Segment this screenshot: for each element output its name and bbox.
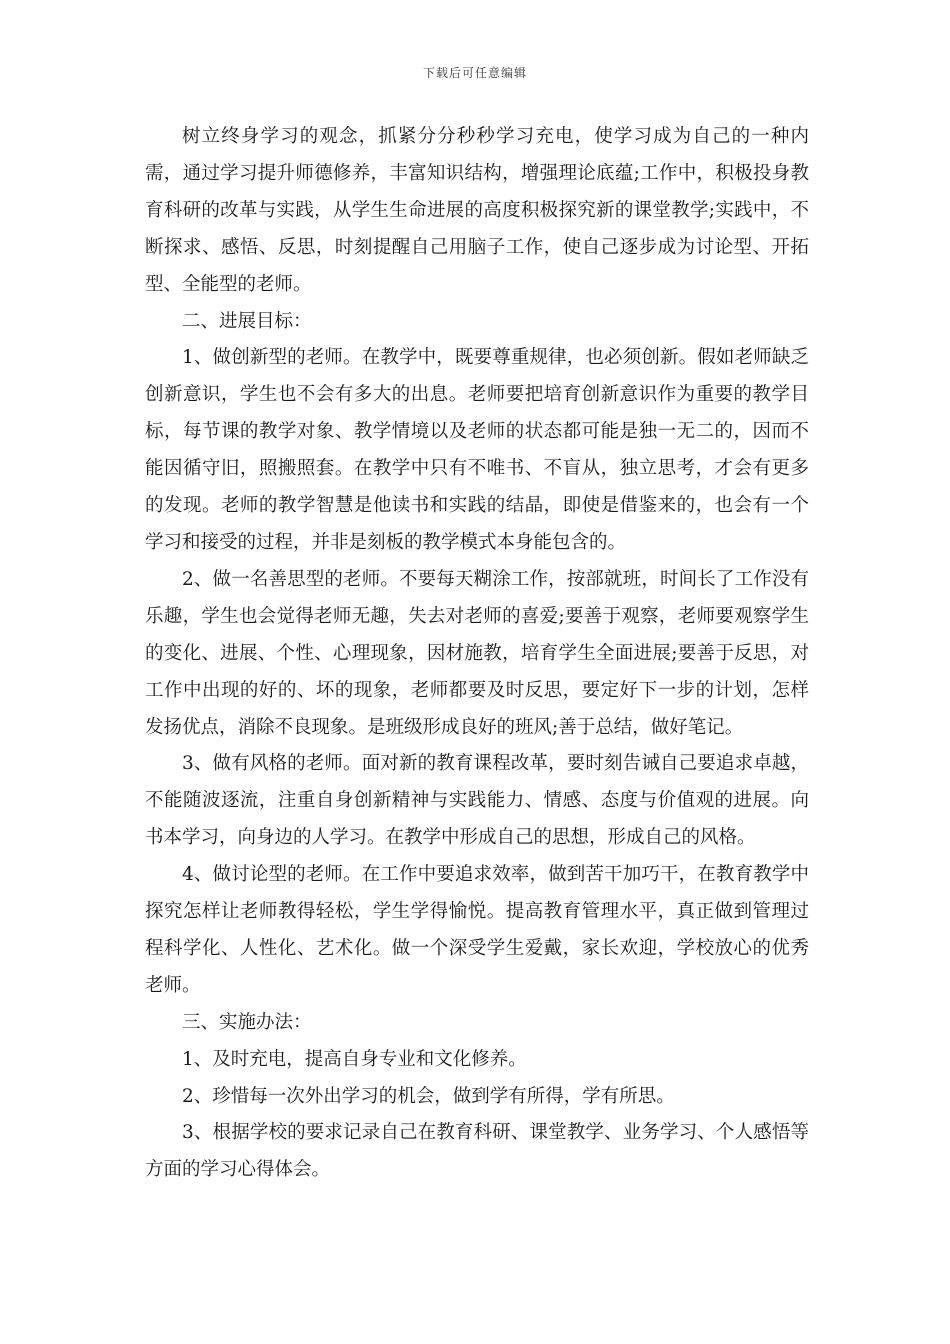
section-heading-goals: 二、进展目标：	[182, 310, 312, 332]
paragraph-goal-3: 3、做有风格的老师。面对新的教育课程改革，要时刻告诫自己要追求卓越，不能随波逐流，注重自身创新精神与实践能力、情感、态度与价值观的进展。向书本学习，向身边的人学习。在教学中形成自己的思想，形成自己的风格。	[145, 753, 809, 849]
paragraph-goal-2: 2、做一名善思型的老师。不要每天糊涂工作，按部就班，时间长了工作没有乐趣，学生也会觉得老师无趣，失去对老师的喜爱;要善于观察，老师要观察学生的变化、进展、个性、心理现象，因材施教，培育学生全面进展;要善于反思，对工作中出现的好的、坏的现象，老师都要及时反思，要定好下一步的计划，怎样发扬优点，消除不良现象。是班级形成良好的班风;善于总结，做好笔记。	[145, 568, 809, 738]
header-note: 下载后可任意编辑	[422, 66, 527, 80]
document-body	[145, 119, 809, 1189]
paragraph-goal-4: 4、做讨论型的老师。在工作中要追求效率，做到苦干加巧干，在教育教学中探究怎样让老师教得轻松，学生学得愉悦。提高教育管理水平，真正做到管理过程科学化、人性化、艺术化。做一个深受学生爱戴，家长欢迎，学校放心的优秀老师。	[145, 864, 809, 996]
paragraph-goal-1: 1、做创新型的老师。在教学中，既要尊重规律，也必须创新。假如老师缺乏创新意识，学生也不会有多大的出息。老师要把培育创新意识作为重要的教学目标，每节课的教学对象、教学情境以及老师的状态都可能是独一无二的，因而不能因循守旧，照搬照套。在教学中只有不唯书、不盲从，独立思考，才会有更多的发现。老师的教学智慧是他读书和实践的结晶，即使是借鉴来的，也会有一个学习和接受的过程，并非是刻板的教学模式本身能包含的。	[145, 347, 809, 553]
section-heading-methods: 三、实施办法：	[182, 1011, 312, 1033]
paragraph-method-3: 3、根据学校的要求记录自己在教育科研、课堂教学、业务学习、个人感悟等方面的学习心得体会。	[145, 1122, 809, 1181]
paragraph-intro: 树立终身学习的观念，抓紧分分秒秒学习充电，使学习成为自己的一种内需，通过学习提升师德修养，丰富知识结构，增强理论底蕴;工作中，积极投身教育科研的改革与实践，从学生生命进展的高度积极探究新的课堂教学;实践中，不断探求、感悟、反思，时刻提醒自己用脑子工作，使自己逐步成为讨论型、开拓型、全能型的老师。	[145, 126, 809, 295]
paragraph-method-2: 2、珍惜每一次外出学习的机会，做到学有所得，学有所思。	[182, 1085, 675, 1107]
paragraph-method-1: 1、及时充电，提高自身专业和文化修养。	[182, 1048, 527, 1070]
